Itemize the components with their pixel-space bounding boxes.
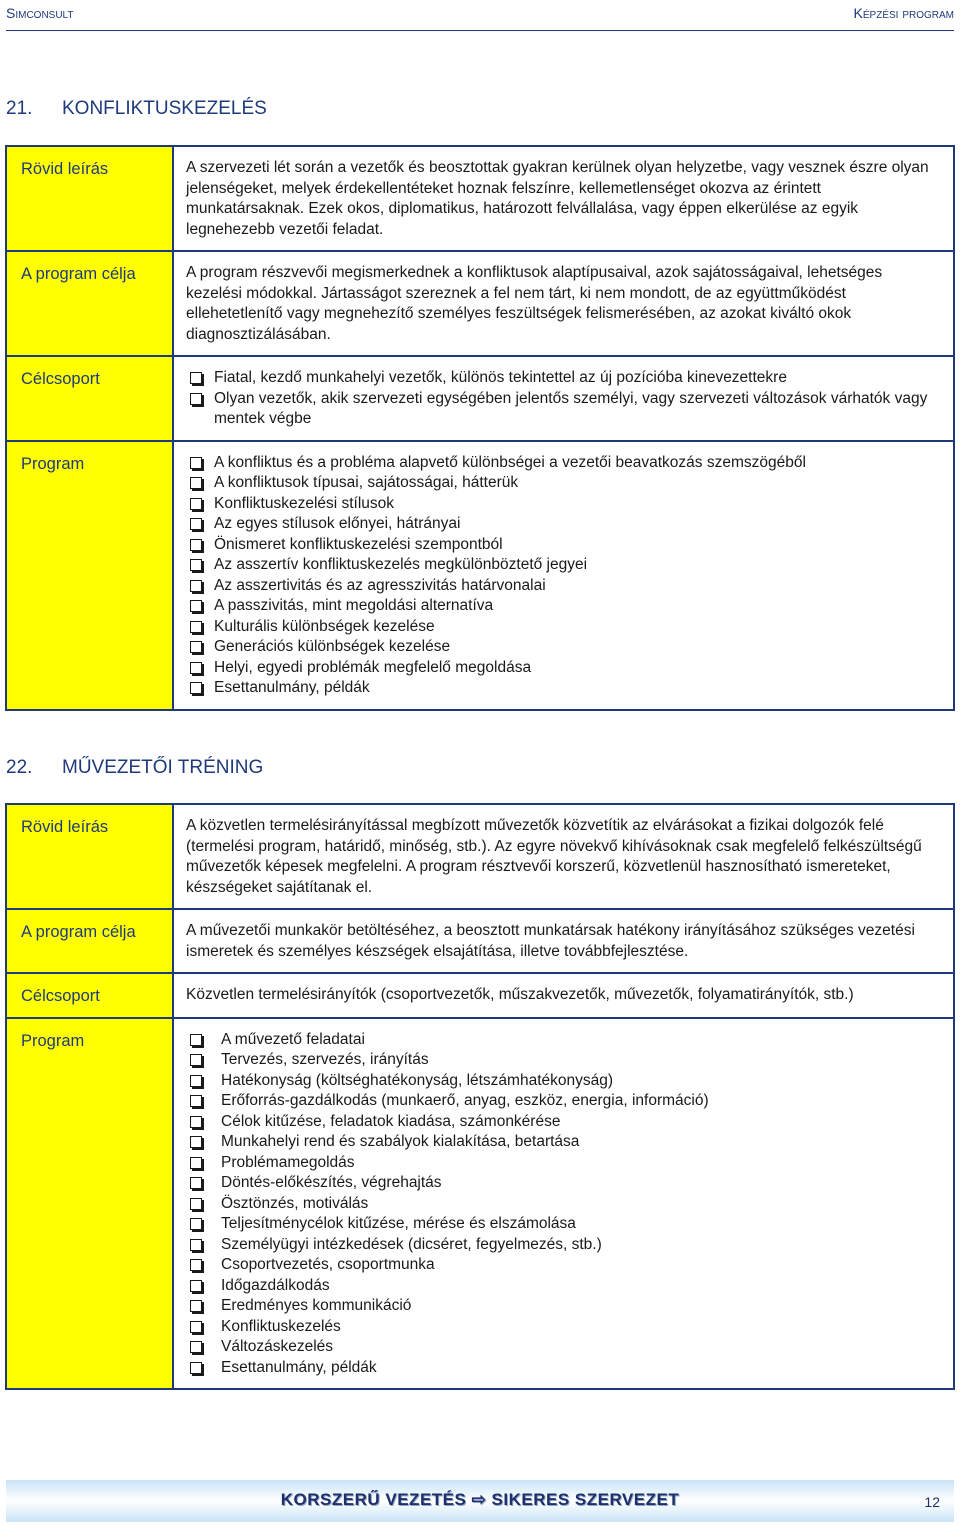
list-item-text: Konfliktuskezelés: [221, 1317, 341, 1335]
row-label: Célcsoport: [6, 973, 173, 1018]
page-footer: [6, 1480, 954, 1522]
list-item-text: Tervezés, szervezés, irányítás: [221, 1051, 429, 1068]
list-item: [186, 1337, 941, 1358]
program-list: [186, 1030, 941, 1379]
target-group-list: [186, 368, 941, 430]
checkbox-bullet-icon: [190, 1280, 202, 1292]
goal-text: A program részvevői megismerkednek a konfliktusok alaptípusaival, azok sajátosságaival, lehetséges kezelési módokkal. Jártasságot szereznek a fel nem tárt, ki nem mondott, de az együttműködést ellehetetlenítő vagy megnehezítő személyes feszültségek felismerésében, az azokat kiváltó okok diagnosztizálásában.: [186, 264, 883, 343]
list-item: [186, 678, 941, 699]
checkbox-bullet-icon: [190, 1075, 202, 1087]
list-item-text: A passzivitás, mint megoldási alternatíva: [214, 597, 494, 614]
list-item-text: Az egyes stílusok előnyei, hátrányai: [214, 515, 461, 532]
list-item: [186, 1173, 941, 1194]
list-item: [186, 1071, 941, 1092]
checkbox-bullet-icon: [190, 641, 202, 653]
target-group-text: Közvetlen termelésirányítók (csoportvezetők, műszakvezetők, művezetők, folyamatirányítók, stb.): [186, 986, 854, 1003]
list-item: [186, 1050, 941, 1071]
row-celcsoport: [6, 356, 954, 441]
list-item: [186, 389, 941, 430]
list-item-text: Fiatal, kezdő munkahelyi vezetők, különös tekintettel az új pozícióba kinevezettekre: [214, 369, 787, 386]
list-item: [186, 368, 941, 389]
section-number: 21.: [6, 98, 33, 119]
page-header: [6, 0, 954, 31]
checkbox-bullet-icon: [190, 1362, 202, 1374]
list-item-text: Az asszertív konfliktuskezelés megkülönböztető jegyei: [214, 556, 588, 573]
list-item-text: Ösztönzés, motiválás: [221, 1194, 369, 1212]
list-item: [186, 1358, 941, 1379]
list-item-text: Esettanulmány, példák: [221, 1358, 377, 1376]
list-item-text: Generációs különbségek kezelése: [214, 638, 451, 655]
program-table-21: [5, 145, 955, 711]
list-item-text: A művezető feladatai: [221, 1030, 365, 1048]
list-item: [186, 1276, 941, 1297]
checkbox-bullet-icon: [190, 580, 202, 592]
goal-text: A művezetői munkakör betöltéséhez, a beosztott munkatársak hatékony irányításához szükséges vezetési ismeretek és személyes készségek elsajátítása, illetve továbbfejlesztése.: [186, 922, 915, 960]
row-label: A program célja: [6, 251, 173, 356]
checkbox-bullet-icon: [190, 1300, 202, 1312]
list-item: [186, 1317, 941, 1338]
row-rovid-leiras: [6, 146, 954, 251]
row-content: [173, 909, 954, 973]
checkbox-bullet-icon: [190, 1034, 202, 1046]
list-item: [186, 1153, 941, 1174]
checkbox-bullet-icon: [190, 1341, 202, 1353]
program-list: [186, 453, 941, 699]
row-content: [173, 441, 954, 710]
list-item: [186, 617, 941, 638]
list-item-text: Esettanulmány, példák: [214, 679, 370, 696]
checkbox-bullet-icon: [190, 1157, 202, 1169]
checkbox-bullet-icon: [190, 518, 202, 530]
row-program: [6, 441, 954, 710]
list-item-text: Eredményes kommunikáció: [221, 1297, 412, 1314]
row-program: [6, 1018, 954, 1390]
list-item-text: Csoportvezetés, csoportmunka: [221, 1256, 435, 1273]
list-item: [186, 1112, 941, 1133]
checkbox-bullet-icon: [190, 372, 202, 384]
checkbox-bullet-icon: [190, 1218, 202, 1230]
footer-slogan: KORSZERŰ VEZETÉS ⇨ SIKERES SZERVEZET: [280, 1490, 680, 1509]
description-text: A szervezeti lét során a vezetők és beosztottak gyakran kerülnek olyan helyzetbe, vagy vesznek észre olyan jelenségeket, melyek érdekellentéteket hoznak felszínre, kellemetlenséget okozva az érintett munkatársaknak. Ezek okos, diplomatikus, határozott felvállalása, vagy éppen elkerülése az egyik legnehezebb vezetői feladat.: [186, 159, 929, 238]
list-item-text: A konfliktusok típusai, sajátosságai, hátterük: [214, 474, 519, 491]
list-item: [186, 1030, 941, 1051]
list-item: [186, 1194, 941, 1215]
row-label: Rövid leírás: [6, 146, 173, 251]
row-celcsoport: [6, 973, 954, 1018]
list-item-text: Változáskezelés: [221, 1338, 334, 1355]
list-item: [186, 473, 941, 494]
list-item: [186, 1255, 941, 1276]
row-program-celja: [6, 909, 954, 973]
list-item-text: Hatékonyság (költséghatékonyság, létszámhatékonyság): [221, 1071, 614, 1089]
row-content: [173, 251, 954, 356]
row-content: [173, 356, 954, 441]
checkbox-bullet-icon: [190, 498, 202, 510]
list-item-text: Az asszertivitás és az agresszivitás határvonalai: [214, 576, 546, 594]
company-name: Simconsult: [6, 5, 74, 21]
list-item-text: Önismeret konfliktuskezelési szempontból: [214, 535, 503, 553]
list-item: [186, 514, 941, 535]
list-item: [186, 658, 941, 679]
row-content: [173, 146, 954, 251]
list-item: [186, 596, 941, 617]
list-item-text: Kulturális különbségek kezelése: [214, 617, 435, 635]
list-item-text: Olyan vezetők, akik szervezeti egységében jelentős személyi, vagy szervezeti változások várhatók vagy mentek végbe: [214, 389, 928, 427]
checkbox-bullet-icon: [190, 1198, 202, 1210]
checkbox-bullet-icon: [190, 1321, 202, 1333]
list-item: [186, 1235, 941, 1256]
checkbox-bullet-icon: [190, 457, 202, 469]
list-item-text: Célok kitűzése, feladatok kiadása, számonkérése: [221, 1112, 561, 1130]
page-number: 12: [924, 1494, 940, 1510]
checkbox-bullet-icon: [190, 539, 202, 551]
list-item-text: Időgazdálkodás: [221, 1276, 330, 1294]
row-content: [173, 804, 954, 909]
section-name: KONFLIKTUSKEZELÉS: [62, 98, 267, 119]
list-item: [186, 535, 941, 556]
list-item: [186, 1132, 941, 1153]
list-item-text: Konfliktuskezelési stílusok: [214, 494, 395, 512]
list-item: [186, 1091, 941, 1112]
checkbox-bullet-icon: [190, 1239, 202, 1251]
checkbox-bullet-icon: [190, 600, 202, 612]
list-item: [186, 637, 941, 658]
list-item: [186, 555, 941, 576]
checkbox-bullet-icon: [190, 1054, 202, 1066]
checkbox-bullet-icon: [190, 1136, 202, 1148]
description-text: A közvetlen termelésirányítással megbízott művezetők közvetítik az elvárásokat a fizikai dolgozók felé (termelési program, határidő, minőség, stb.). Az egyre növekvő kihívásoknak csak megfelelő felkészültségű művezetők képesek megfelelni. A program résztvevői korszerű, közvetlenül hasznosítható ismereteket, készségeket sajátítanak el.: [186, 817, 922, 896]
section-title-21: [6, 98, 267, 120]
checkbox-bullet-icon: [190, 621, 202, 633]
list-item-text: Munkahelyi rend és szabályok kialakítása, betartása: [221, 1133, 580, 1150]
list-item: [186, 1296, 941, 1317]
checkbox-bullet-icon: [190, 1259, 202, 1271]
checkbox-bullet-icon: [190, 1116, 202, 1128]
checkbox-bullet-icon: [190, 682, 202, 694]
row-content: [173, 973, 954, 1018]
checkbox-bullet-icon: [190, 477, 202, 489]
list-item: [186, 1214, 941, 1235]
checkbox-bullet-icon: [190, 1177, 202, 1189]
program-table-22: [5, 803, 955, 1390]
checkbox-bullet-icon: [190, 559, 202, 571]
row-program-celja: [6, 251, 954, 356]
document-type: Képzési program: [853, 5, 954, 21]
section-number: 22.: [6, 757, 33, 778]
list-item-text: Teljesítménycélok kitűzése, mérése és elszámolása: [221, 1215, 576, 1232]
row-label: A program célja: [6, 909, 173, 973]
checkbox-bullet-icon: [190, 662, 202, 674]
row-label: Célcsoport: [6, 356, 173, 441]
list-item: [186, 494, 941, 515]
list-item-text: Döntés-előkészítés, végrehajtás: [221, 1174, 442, 1191]
list-item: [186, 576, 941, 597]
row-label: Rövid leírás: [6, 804, 173, 909]
row-label: Program: [6, 1018, 173, 1390]
section-title-22: [6, 757, 263, 779]
list-item-text: A konfliktus és a probléma alapvető különbségei a vezetői beavatkozás szemszögéből: [214, 453, 806, 471]
list-item-text: Helyi, egyedi problémák megfelelő megoldása: [214, 658, 532, 676]
list-item-text: Személyügyi intézkedések (dicséret, fegyelmezés, stb.): [221, 1235, 602, 1253]
list-item: [186, 453, 941, 474]
row-label: Program: [6, 441, 173, 710]
row-rovid-leiras: [6, 804, 954, 909]
list-item-text: Erőforrás-gazdálkodás (munkaerő, anyag, eszköz, energia, információ): [221, 1092, 709, 1109]
list-item-text: Problémamegoldás: [221, 1153, 355, 1171]
checkbox-bullet-icon: [190, 393, 202, 405]
checkbox-bullet-icon: [190, 1095, 202, 1107]
row-content: [173, 1018, 954, 1390]
section-name: MŰVEZETŐI TRÉNING: [62, 757, 264, 778]
